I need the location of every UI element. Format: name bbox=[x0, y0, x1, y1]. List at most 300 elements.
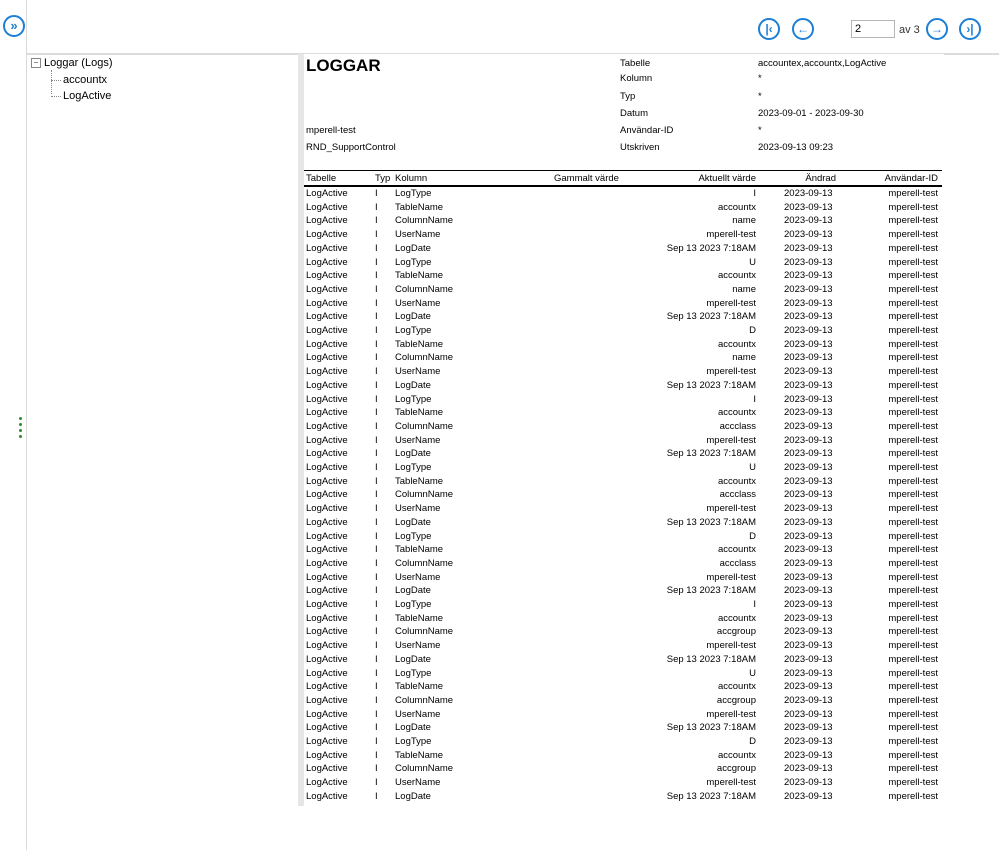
cell-anvandar-id: mperell-test bbox=[888, 489, 938, 501]
cell-tabelle: LogActive bbox=[306, 790, 348, 802]
cell-typ: I bbox=[375, 256, 378, 268]
cell-tabelle: LogActive bbox=[306, 585, 348, 597]
cell-typ: I bbox=[375, 681, 378, 693]
cell-kolumn: LogType bbox=[395, 530, 432, 542]
cell-aktuellt-varde: accclass bbox=[719, 420, 756, 432]
header-label: Tabelle bbox=[620, 58, 651, 69]
cell-aktuellt-varde: Sep 13 2023 7:18AM bbox=[666, 722, 756, 734]
cell-andrad: 2023-09-13 bbox=[784, 448, 833, 460]
cell-andrad: 2023-09-13 bbox=[784, 407, 833, 419]
cell-kolumn: UserName bbox=[395, 503, 441, 515]
cell-kolumn: LogDate bbox=[395, 242, 431, 254]
cell-anvandar-id: mperell-test bbox=[888, 325, 938, 336]
cell-andrad: 2023-09-13 bbox=[784, 557, 833, 569]
cell-kolumn: TableName bbox=[395, 338, 444, 350]
cell-typ: I bbox=[375, 215, 378, 227]
cell-anvandar-id: mperell-test bbox=[888, 448, 938, 460]
cell-kolumn: LogType bbox=[395, 599, 432, 610]
cell-kolumn: UserName bbox=[395, 640, 441, 652]
cell-tabelle: LogActive bbox=[306, 283, 348, 295]
cell-typ: I bbox=[375, 544, 378, 556]
cell-aktuellt-varde: I bbox=[753, 188, 756, 199]
cell-tabelle: LogActive bbox=[306, 407, 348, 419]
cell-aktuellt-varde: mperell-test bbox=[706, 503, 756, 515]
table-row bbox=[304, 598, 942, 612]
cell-kolumn: TableName bbox=[395, 475, 444, 487]
table-row bbox=[304, 749, 942, 763]
cell-andrad: 2023-09-13 bbox=[784, 599, 833, 610]
cell-tabelle: LogActive bbox=[306, 270, 348, 282]
cell-typ: I bbox=[375, 790, 378, 802]
cell-tabelle: LogActive bbox=[306, 311, 348, 323]
next-page-icon[interactable]: → bbox=[926, 18, 948, 40]
cell-typ: I bbox=[375, 325, 378, 336]
table-row bbox=[304, 338, 942, 352]
table-row bbox=[304, 516, 942, 530]
cell-typ: I bbox=[375, 557, 378, 569]
table-row bbox=[304, 297, 942, 311]
cell-typ: I bbox=[375, 352, 378, 364]
cell-kolumn: UserName bbox=[395, 777, 441, 789]
cell-tabelle: LogActive bbox=[306, 736, 348, 747]
cell-andrad: 2023-09-13 bbox=[784, 626, 833, 638]
cell-anvandar-id: mperell-test bbox=[888, 420, 938, 432]
cell-kolumn: LogDate bbox=[395, 790, 431, 802]
cell-andrad: 2023-09-13 bbox=[784, 283, 833, 295]
cell-andrad: 2023-09-13 bbox=[784, 516, 833, 528]
cell-aktuellt-varde: I bbox=[753, 599, 756, 610]
cell-kolumn: UserName bbox=[395, 297, 441, 309]
cell-kolumn: TableName bbox=[395, 681, 444, 693]
cell-kolumn: TableName bbox=[395, 270, 444, 282]
table-row bbox=[304, 351, 942, 365]
cell-aktuellt-varde: mperell-test bbox=[706, 708, 756, 720]
cell-tabelle: LogActive bbox=[306, 777, 348, 789]
cell-anvandar-id: mperell-test bbox=[888, 790, 938, 802]
tree-root[interactable] bbox=[31, 56, 113, 72]
cell-anvandar-id: mperell-test bbox=[888, 434, 938, 446]
cell-tabelle: LogActive bbox=[306, 297, 348, 309]
cell-anvandar-id: mperell-test bbox=[888, 297, 938, 309]
expand-panel-icon[interactable]: » bbox=[3, 15, 25, 37]
cell-typ: I bbox=[375, 420, 378, 432]
cell-tabelle: LogActive bbox=[306, 489, 348, 501]
cell-kolumn: ColumnName bbox=[395, 420, 454, 432]
left-strip bbox=[0, 0, 27, 850]
cell-typ: I bbox=[375, 242, 378, 254]
table-row bbox=[304, 365, 942, 379]
cell-kolumn: ColumnName bbox=[395, 283, 454, 295]
cell-andrad: 2023-09-13 bbox=[784, 736, 833, 747]
cell-typ: I bbox=[375, 516, 378, 528]
cell-kolumn: TableName bbox=[395, 749, 444, 761]
cell-aktuellt-varde: mperell-test bbox=[706, 571, 756, 583]
table-row bbox=[304, 557, 942, 571]
table-row bbox=[304, 420, 942, 434]
report-page bbox=[304, 54, 944, 850]
table-row bbox=[304, 434, 942, 448]
cell-anvandar-id: mperell-test bbox=[888, 694, 938, 706]
cell-kolumn: ColumnName bbox=[395, 215, 454, 227]
cell-kolumn: LogDate bbox=[395, 516, 431, 528]
cell-typ: I bbox=[375, 489, 378, 501]
cell-kolumn: LogType bbox=[395, 462, 432, 473]
cell-aktuellt-varde: Sep 13 2023 7:18AM bbox=[666, 516, 756, 528]
cell-anvandar-id: mperell-test bbox=[888, 229, 938, 241]
cell-andrad: 2023-09-13 bbox=[784, 694, 833, 706]
cell-andrad: 2023-09-13 bbox=[784, 571, 833, 583]
cell-tabelle: LogActive bbox=[306, 420, 348, 432]
cell-typ: I bbox=[375, 530, 378, 542]
cell-andrad: 2023-09-13 bbox=[784, 503, 833, 515]
cell-aktuellt-varde: Sep 13 2023 7:18AM bbox=[666, 311, 756, 323]
cell-anvandar-id: mperell-test bbox=[888, 530, 938, 542]
cell-anvandar-id: mperell-test bbox=[888, 571, 938, 583]
table-row bbox=[304, 461, 942, 475]
column-header: Tabelle bbox=[306, 173, 337, 184]
collapse-icon[interactable]: − bbox=[31, 58, 41, 68]
cell-kolumn: LogDate bbox=[395, 585, 431, 597]
cell-kolumn: LogDate bbox=[395, 653, 431, 665]
table-header bbox=[304, 170, 942, 187]
cell-andrad: 2023-09-13 bbox=[784, 585, 833, 597]
cell-aktuellt-varde: Sep 13 2023 7:18AM bbox=[666, 790, 756, 802]
column-header: Typ bbox=[375, 173, 391, 184]
column-header: Ändrad bbox=[805, 173, 836, 184]
cell-typ: I bbox=[375, 434, 378, 446]
table-row bbox=[304, 530, 942, 544]
tree-item-accountx[interactable] bbox=[31, 72, 113, 88]
table-row bbox=[304, 694, 942, 708]
cell-tabelle: LogActive bbox=[306, 188, 348, 199]
cell-typ: I bbox=[375, 311, 378, 323]
table-row bbox=[304, 228, 942, 242]
cell-anvandar-id: mperell-test bbox=[888, 599, 938, 610]
cell-kolumn: TableName bbox=[395, 201, 444, 213]
table-row bbox=[304, 310, 942, 324]
table-row bbox=[304, 653, 942, 667]
cell-aktuellt-varde: U bbox=[749, 667, 756, 679]
table-row bbox=[304, 324, 942, 338]
cell-tabelle: LogActive bbox=[306, 242, 348, 254]
cell-aktuellt-varde: U bbox=[749, 462, 756, 473]
cell-andrad: 2023-09-13 bbox=[784, 393, 833, 405]
cell-tabelle: LogActive bbox=[306, 229, 348, 241]
cell-andrad: 2023-09-13 bbox=[784, 489, 833, 501]
cell-anvandar-id: mperell-test bbox=[888, 626, 938, 638]
cell-kolumn: UserName bbox=[395, 571, 441, 583]
cell-anvandar-id: mperell-test bbox=[888, 557, 938, 569]
cell-anvandar-id: mperell-test bbox=[888, 763, 938, 775]
tree-item-label: LogActive bbox=[63, 90, 112, 102]
cell-aktuellt-varde: accountx bbox=[717, 612, 756, 624]
table-row bbox=[304, 625, 942, 639]
cell-aktuellt-varde: Sep 13 2023 7:18AM bbox=[666, 653, 756, 665]
cell-aktuellt-varde: mperell-test bbox=[706, 777, 756, 789]
toolbar bbox=[27, 0, 999, 55]
header-label: Datum bbox=[620, 108, 648, 119]
cell-andrad: 2023-09-13 bbox=[784, 188, 833, 199]
cell-typ: I bbox=[375, 229, 378, 241]
cell-tabelle: LogActive bbox=[306, 475, 348, 487]
table-row bbox=[304, 447, 942, 461]
cell-anvandar-id: mperell-test bbox=[888, 475, 938, 487]
cell-anvandar-id: mperell-test bbox=[888, 270, 938, 282]
cell-aktuellt-varde: mperell-test bbox=[706, 434, 756, 446]
cell-aktuellt-varde: accgroup bbox=[716, 694, 756, 706]
cell-aktuellt-varde: accountx bbox=[717, 544, 756, 556]
cell-andrad: 2023-09-13 bbox=[784, 462, 833, 473]
cell-aktuellt-varde: Sep 13 2023 7:18AM bbox=[666, 379, 756, 391]
table-row bbox=[304, 708, 942, 722]
cell-typ: I bbox=[375, 763, 378, 775]
cell-andrad: 2023-09-13 bbox=[784, 201, 833, 213]
cell-tabelle: LogActive bbox=[306, 694, 348, 706]
cell-andrad: 2023-09-13 bbox=[784, 242, 833, 254]
cell-andrad: 2023-09-13 bbox=[784, 612, 833, 624]
cell-aktuellt-varde: accclass bbox=[719, 557, 756, 569]
cell-tabelle: LogActive bbox=[306, 352, 348, 364]
cell-aktuellt-varde: mperell-test bbox=[706, 229, 756, 241]
cell-anvandar-id: mperell-test bbox=[888, 462, 938, 473]
cell-andrad: 2023-09-13 bbox=[784, 256, 833, 268]
cell-andrad: 2023-09-13 bbox=[784, 763, 833, 775]
cell-typ: I bbox=[375, 448, 378, 460]
cell-anvandar-id: mperell-test bbox=[888, 640, 938, 652]
table-row bbox=[304, 584, 942, 598]
cell-aktuellt-varde: accountx bbox=[717, 749, 756, 761]
table-row bbox=[304, 571, 942, 585]
cell-kolumn: LogDate bbox=[395, 448, 431, 460]
header-value: * bbox=[758, 91, 762, 102]
cell-typ: I bbox=[375, 626, 378, 638]
cell-andrad: 2023-09-13 bbox=[784, 722, 833, 734]
cell-aktuellt-varde: Sep 13 2023 7:18AM bbox=[666, 448, 756, 460]
cell-kolumn: UserName bbox=[395, 366, 441, 378]
cell-kolumn: LogType bbox=[395, 188, 432, 199]
cell-typ: I bbox=[375, 503, 378, 515]
report-system: RND_SupportControl bbox=[306, 142, 396, 153]
cell-andrad: 2023-09-13 bbox=[784, 640, 833, 652]
cell-tabelle: LogActive bbox=[306, 763, 348, 775]
cell-typ: I bbox=[375, 667, 378, 679]
table-row bbox=[304, 612, 942, 626]
tree-item-logactive[interactable] bbox=[31, 88, 113, 104]
cell-aktuellt-varde: accountx bbox=[717, 475, 756, 487]
column-header: Gammalt värde bbox=[554, 173, 619, 184]
drag-handle-icon[interactable] bbox=[19, 417, 23, 441]
column-header: Aktuellt värde bbox=[698, 173, 756, 184]
cell-andrad: 2023-09-13 bbox=[784, 667, 833, 679]
cell-tabelle: LogActive bbox=[306, 201, 348, 213]
cell-tabelle: LogActive bbox=[306, 599, 348, 610]
cell-kolumn: TableName bbox=[395, 612, 444, 624]
cell-typ: I bbox=[375, 297, 378, 309]
cell-andrad: 2023-09-13 bbox=[784, 379, 833, 391]
cell-andrad: 2023-09-13 bbox=[784, 475, 833, 487]
cell-anvandar-id: mperell-test bbox=[888, 366, 938, 378]
cell-tabelle: LogActive bbox=[306, 325, 348, 336]
report-user: mperell-test bbox=[306, 125, 356, 136]
cell-kolumn: LogType bbox=[395, 667, 432, 679]
table-row bbox=[304, 762, 942, 776]
table-row bbox=[304, 256, 942, 270]
cell-typ: I bbox=[375, 393, 378, 405]
cell-kolumn: ColumnName bbox=[395, 489, 454, 501]
table-row bbox=[304, 187, 942, 201]
page-count-label: av 3 bbox=[899, 24, 920, 36]
table-row bbox=[304, 721, 942, 735]
table-row bbox=[304, 680, 942, 694]
cell-tabelle: LogActive bbox=[306, 544, 348, 556]
cell-tabelle: LogActive bbox=[306, 571, 348, 583]
cell-typ: I bbox=[375, 270, 378, 282]
cell-aktuellt-varde: Sep 13 2023 7:18AM bbox=[666, 242, 756, 254]
cell-aktuellt-varde: accountx bbox=[717, 201, 756, 213]
cell-typ: I bbox=[375, 585, 378, 597]
table-row bbox=[304, 242, 942, 256]
cell-aktuellt-varde: name bbox=[732, 283, 756, 295]
cell-typ: I bbox=[375, 201, 378, 213]
report-title: LOGGAR bbox=[306, 56, 381, 75]
cell-tabelle: LogActive bbox=[306, 749, 348, 761]
table-row bbox=[304, 201, 942, 215]
table-row bbox=[304, 406, 942, 420]
cell-tabelle: LogActive bbox=[306, 681, 348, 693]
last-page-icon[interactable]: ›| bbox=[959, 18, 981, 40]
cell-anvandar-id: mperell-test bbox=[888, 736, 938, 747]
cell-anvandar-id: mperell-test bbox=[888, 256, 938, 268]
page-number-input[interactable] bbox=[851, 20, 895, 38]
cell-anvandar-id: mperell-test bbox=[888, 379, 938, 391]
document-map-tree bbox=[31, 56, 113, 104]
cell-tabelle: LogActive bbox=[306, 379, 348, 391]
table-row bbox=[304, 269, 942, 283]
table-row bbox=[304, 667, 942, 681]
cell-typ: I bbox=[375, 708, 378, 720]
cell-typ: I bbox=[375, 612, 378, 624]
cell-anvandar-id: mperell-test bbox=[888, 653, 938, 665]
table-row bbox=[304, 543, 942, 557]
cell-anvandar-id: mperell-test bbox=[888, 352, 938, 364]
table-row bbox=[304, 502, 942, 516]
cell-typ: I bbox=[375, 694, 378, 706]
cell-aktuellt-varde: accountx bbox=[717, 270, 756, 282]
cell-anvandar-id: mperell-test bbox=[888, 544, 938, 556]
cell-kolumn: ColumnName bbox=[395, 352, 454, 364]
header-label: Användar-ID bbox=[620, 125, 674, 136]
cell-tabelle: LogActive bbox=[306, 722, 348, 734]
cell-anvandar-id: mperell-test bbox=[888, 681, 938, 693]
cell-aktuellt-varde: D bbox=[749, 530, 756, 542]
cell-tabelle: LogActive bbox=[306, 653, 348, 665]
cell-aktuellt-varde: accountx bbox=[717, 338, 756, 350]
header-value: * bbox=[758, 125, 762, 136]
cell-tabelle: LogActive bbox=[306, 338, 348, 350]
cell-aktuellt-varde: accountx bbox=[717, 681, 756, 693]
header-value: 2023-09-13 09:23 bbox=[758, 142, 834, 153]
table-row bbox=[304, 776, 942, 790]
table-row bbox=[304, 379, 942, 393]
cell-tabelle: LogActive bbox=[306, 640, 348, 652]
cell-aktuellt-varde: D bbox=[749, 325, 756, 336]
cell-anvandar-id: mperell-test bbox=[888, 311, 938, 323]
cell-andrad: 2023-09-13 bbox=[784, 297, 833, 309]
cell-andrad: 2023-09-13 bbox=[784, 777, 833, 789]
cell-andrad: 2023-09-13 bbox=[784, 311, 833, 323]
cell-kolumn: UserName bbox=[395, 434, 441, 446]
cell-anvandar-id: mperell-test bbox=[888, 708, 938, 720]
cell-tabelle: LogActive bbox=[306, 366, 348, 378]
first-page-icon[interactable]: |‹ bbox=[758, 18, 780, 40]
table-row bbox=[304, 214, 942, 228]
cell-kolumn: LogType bbox=[395, 393, 432, 405]
cell-anvandar-id: mperell-test bbox=[888, 667, 938, 679]
cell-tabelle: LogActive bbox=[306, 503, 348, 515]
cell-andrad: 2023-09-13 bbox=[784, 215, 833, 227]
cell-aktuellt-varde: I bbox=[753, 393, 756, 405]
cell-aktuellt-varde: D bbox=[749, 736, 756, 747]
cell-andrad: 2023-09-13 bbox=[784, 530, 833, 542]
cell-tabelle: LogActive bbox=[306, 667, 348, 679]
cell-anvandar-id: mperell-test bbox=[888, 338, 938, 350]
cell-tabelle: LogActive bbox=[306, 626, 348, 638]
cell-tabelle: LogActive bbox=[306, 215, 348, 227]
cell-anvandar-id: mperell-test bbox=[888, 585, 938, 597]
cell-typ: I bbox=[375, 188, 378, 199]
cell-aktuellt-varde: Sep 13 2023 7:18AM bbox=[666, 585, 756, 597]
cell-kolumn: ColumnName bbox=[395, 763, 454, 775]
cell-kolumn: TableName bbox=[395, 407, 444, 419]
table-row bbox=[304, 393, 942, 407]
cell-aktuellt-varde: mperell-test bbox=[706, 640, 756, 652]
cell-typ: I bbox=[375, 366, 378, 378]
cell-typ: I bbox=[375, 571, 378, 583]
previous-page-icon[interactable]: ← bbox=[792, 18, 814, 40]
cell-andrad: 2023-09-13 bbox=[784, 434, 833, 446]
cell-tabelle: LogActive bbox=[306, 462, 348, 473]
header-value: * bbox=[758, 73, 762, 84]
header-label: Kolumn bbox=[620, 73, 653, 84]
cell-anvandar-id: mperell-test bbox=[888, 201, 938, 213]
cell-anvandar-id: mperell-test bbox=[888, 612, 938, 624]
cell-aktuellt-varde: mperell-test bbox=[706, 297, 756, 309]
cell-kolumn: UserName bbox=[395, 229, 441, 241]
cell-kolumn: LogDate bbox=[395, 379, 431, 391]
cell-andrad: 2023-09-13 bbox=[784, 708, 833, 720]
cell-andrad: 2023-09-13 bbox=[784, 366, 833, 378]
column-header: Användar-ID bbox=[884, 173, 938, 184]
cell-andrad: 2023-09-13 bbox=[784, 420, 833, 432]
cell-andrad: 2023-09-13 bbox=[784, 229, 833, 241]
cell-aktuellt-varde: accountx bbox=[717, 407, 756, 419]
cell-tabelle: LogActive bbox=[306, 708, 348, 720]
cell-typ: I bbox=[375, 640, 378, 652]
cell-kolumn: ColumnName bbox=[395, 694, 454, 706]
cell-typ: I bbox=[375, 338, 378, 350]
cell-anvandar-id: mperell-test bbox=[888, 777, 938, 789]
cell-typ: I bbox=[375, 736, 378, 747]
cell-typ: I bbox=[375, 722, 378, 734]
cell-anvandar-id: mperell-test bbox=[888, 215, 938, 227]
tree-root-label: Loggar (Logs) bbox=[44, 57, 113, 69]
cell-anvandar-id: mperell-test bbox=[888, 283, 938, 295]
cell-aktuellt-varde: accgroup bbox=[716, 626, 756, 638]
cell-tabelle: LogActive bbox=[306, 516, 348, 528]
table-row bbox=[304, 475, 942, 489]
header-label: Utskriven bbox=[620, 142, 660, 153]
cell-typ: I bbox=[375, 653, 378, 665]
